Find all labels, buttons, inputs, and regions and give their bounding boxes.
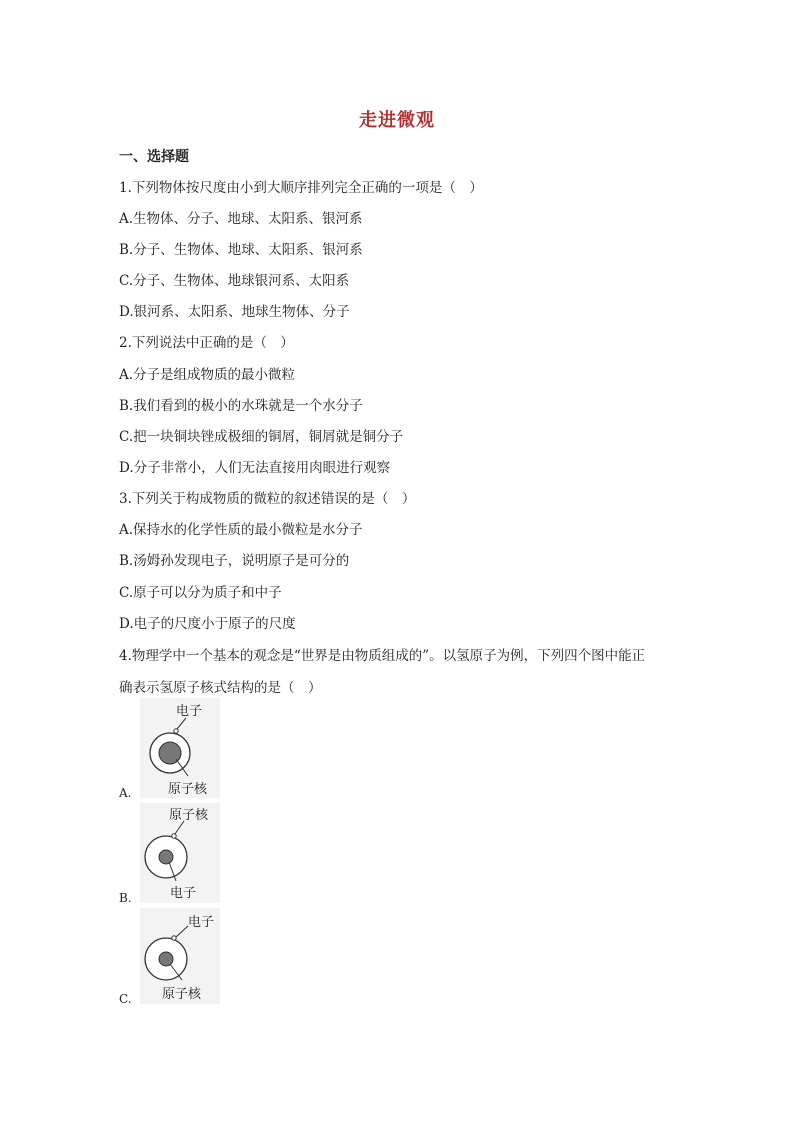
section-heading: 一、选择题	[119, 149, 189, 165]
question-1-option-c: C.分子、生物体、地球银河系、太阳系	[119, 273, 350, 289]
figure-c-electron	[172, 936, 176, 940]
figure-b-electron	[172, 834, 176, 838]
figure-b-atom-diagram	[140, 803, 220, 903]
figure-c-nucleus	[159, 952, 173, 966]
question-2-option-c: C.把一块铜块锉成极细的铜屑，铜屑就是铜分子	[119, 429, 404, 445]
figure-c-top-label: 电子	[188, 915, 215, 930]
question-2-option-a: A.分子是组成物质的最小微粒	[119, 367, 296, 383]
figure-c-bottom-label: 原子核	[162, 987, 202, 1002]
page-title: 走进微观	[359, 110, 435, 131]
question-1: 1.下列物体按尺度由小到大顺序排列完全正确的一项是（ ）	[119, 180, 483, 196]
figure-b-bottom-label: 电子	[170, 886, 197, 901]
question-2-option-d: D.分子非常小，人们无法直接用肉眼进行观察	[119, 460, 391, 476]
question-2: 2.下列说法中正确的是（ ）	[119, 335, 294, 351]
figure-b-top-label: 原子核	[169, 808, 209, 823]
figure-a-atom-diagram	[140, 698, 220, 798]
figure-b-letter: B.	[119, 891, 132, 905]
question-3-option-a: A.保持水的化学性质的最小微粒是水分子	[119, 522, 363, 538]
question-1-option-b: B.分子、生物体、地球、太阳系、银河系	[119, 242, 363, 258]
figure-a-letter: A.	[119, 786, 132, 800]
figure-a-electron	[174, 729, 178, 733]
question-4-continued: 确表示氢原子核式结构的是（ ）	[119, 680, 322, 696]
question-1-option-d: D.银河系、太阳系、地球生物体、分子	[119, 304, 350, 320]
question-3-option-d: D.电子的尺度小于原子的尺度	[119, 616, 296, 632]
figure-a-bottom-label: 原子核	[168, 782, 208, 797]
question-1-option-a: A.生物体、分子、地球、太阳系、银河系	[119, 211, 363, 227]
question-3-option-c: C.原子可以分为质子和中子	[119, 585, 282, 601]
figure-c-atom-diagram	[140, 908, 220, 1004]
question-3: 3.下列关于构成物质的微粒的叙述错误的是（ ）	[119, 491, 416, 507]
figure-b-nucleus	[159, 850, 173, 864]
question-2-option-b: B.我们看到的极小的水珠就是一个水分子	[119, 398, 363, 414]
question-4: 4.物理学中一个基本的观念是“世界是由物质组成的”。以氢原子为例，下列四个图中能正	[119, 648, 646, 664]
question-3-option-b: B.汤姆孙发现电子，说明原子是可分的	[119, 553, 350, 569]
figure-c-letter: C.	[119, 992, 132, 1006]
figure-a-top-label: 电子	[176, 704, 203, 719]
